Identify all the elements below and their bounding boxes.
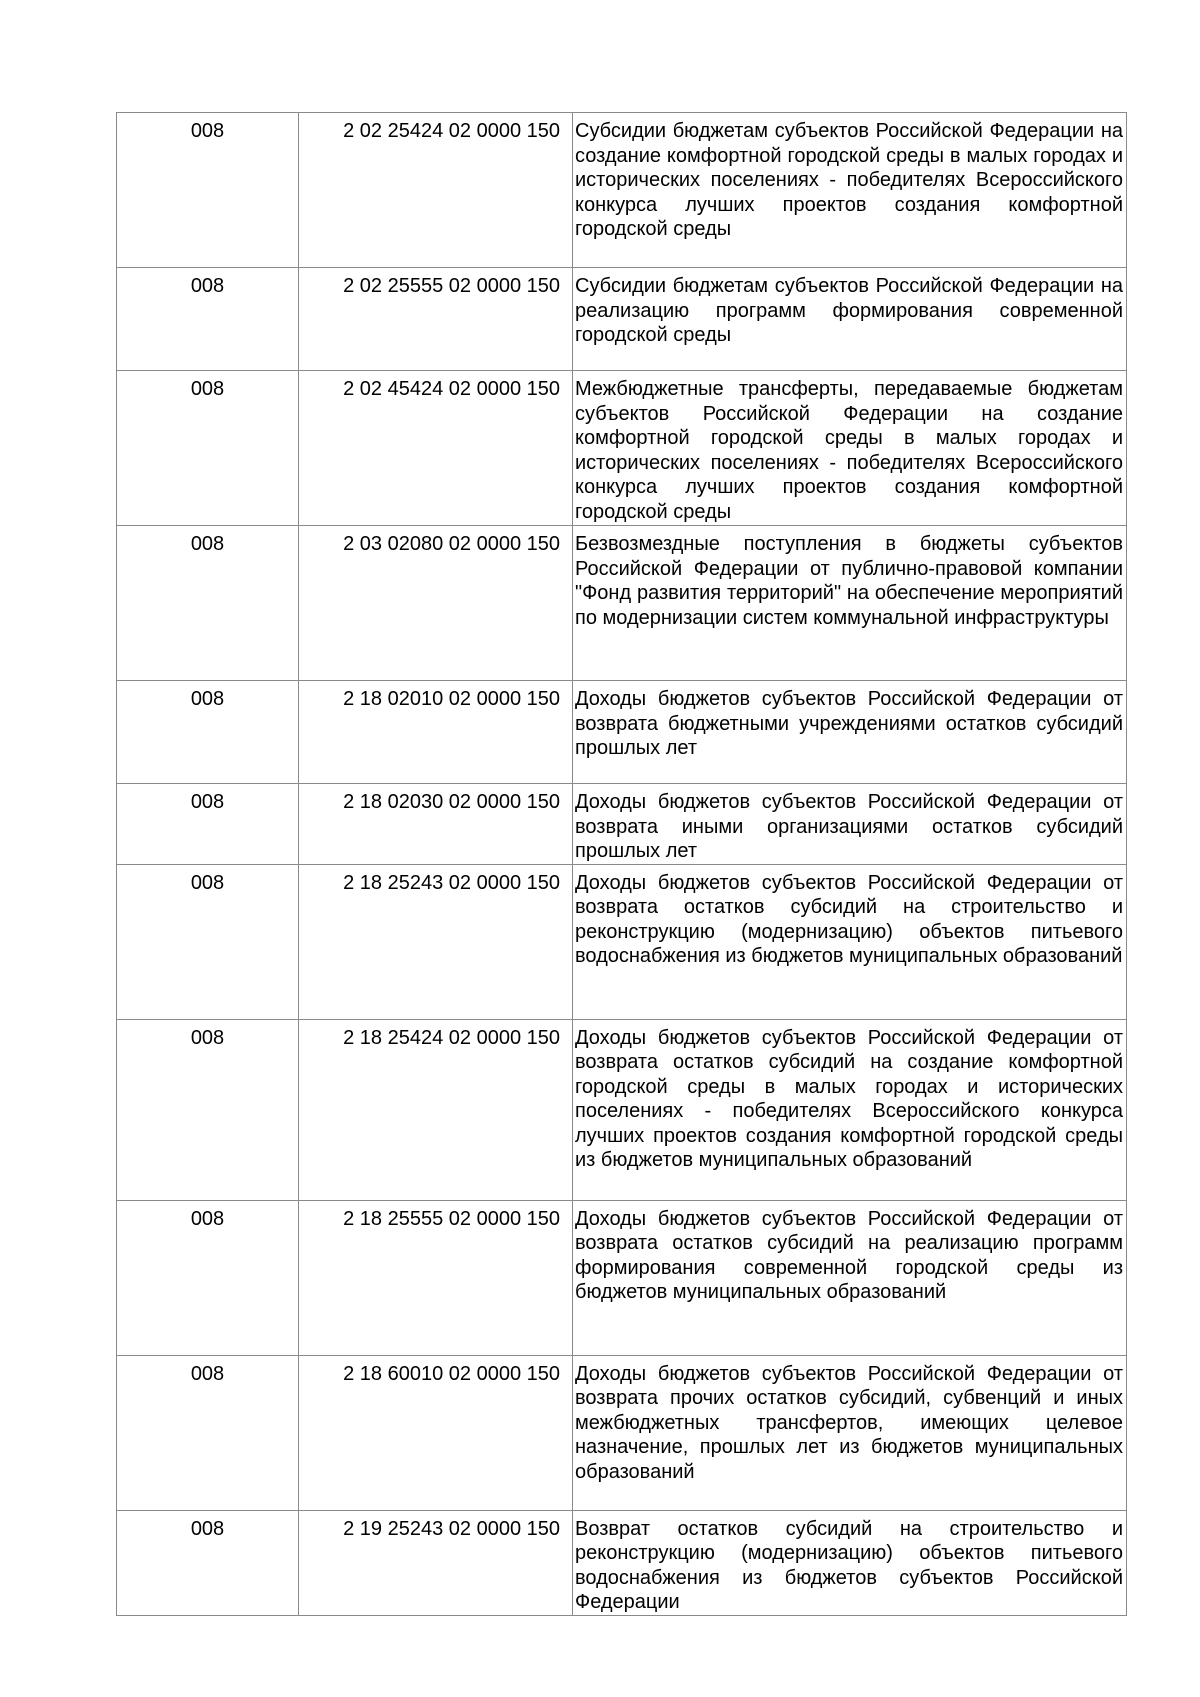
- description-cell: [573, 268, 1127, 371]
- table-row: [117, 1019, 1127, 1200]
- description-cell: [573, 864, 1127, 1019]
- description-cell: [573, 113, 1127, 268]
- table-row: [117, 864, 1127, 1019]
- budget-code-cell: [299, 371, 573, 526]
- income-description: Доходы бюджетов субъектов Российской Федерации от возврата остатков субсидий на строительство и реконструкцию (модернизацию) объектов питьевого водоснабжения из бюджетов муниципальных образований: [575, 871, 1123, 967]
- budget-code: 2 18 25424 02 0000 150: [343, 1026, 560, 1049]
- table-row: [117, 371, 1127, 526]
- admin-code: 008: [190, 871, 225, 894]
- table-row: [117, 268, 1127, 371]
- income-description: Доходы бюджетов субъектов Российской Федерации от возврата прочих остатков субсидий, субвенций и иных межбюджетных трансфертов, имеющих целевое назначение, прошлых лет из бюджетов муниципальных образований: [575, 1362, 1123, 1483]
- description-cell: [573, 1510, 1127, 1615]
- description-cell: [573, 1355, 1127, 1510]
- table-row: [117, 113, 1127, 268]
- income-description: Доходы бюджетов субъектов Российской Федерации от возврата бюджетными учреждениями остатков субсидий прошлых лет: [575, 688, 1123, 759]
- admin-code-cell: [117, 526, 299, 681]
- budget-code-cell: [299, 1510, 573, 1615]
- admin-code-cell: [117, 1510, 299, 1615]
- budget-code: 2 02 25555 02 0000 150: [343, 275, 560, 297]
- budget-code-cell: [299, 526, 573, 681]
- income-description: Межбюджетные трансферты, передаваемые бюджетам субъектов Российской Федерации на создание комфортной городской среды в малых городах и исторических поселениях - победителях Всероссийского конкурса лучших проектов создания комфортной городской среды: [575, 378, 1123, 523]
- income-description: Доходы бюджетов субъектов Российской Федерации от возврата остатков субсидий на реализацию программ формирования современной городской среды из бюджетов муниципальных образований: [575, 1207, 1123, 1303]
- admin-code-cell: [117, 864, 299, 1019]
- description-cell: [573, 526, 1127, 681]
- admin-code-cell: [117, 681, 299, 784]
- budget-code: 2 19 25243 02 0000 150: [343, 1517, 560, 1540]
- admin-code-cell: [117, 784, 299, 865]
- budget-code: 2 02 25424 02 0000 150: [343, 120, 560, 142]
- description-cell: [573, 681, 1127, 784]
- description-cell: [573, 371, 1127, 526]
- budget-code-cell: [299, 268, 573, 371]
- table-row: [117, 1355, 1127, 1510]
- budget-code: 2 18 02030 02 0000 150: [343, 791, 560, 813]
- budget-code-cell: [299, 864, 573, 1019]
- budget-code-cell: [299, 1019, 573, 1200]
- admin-code-cell: [117, 1019, 299, 1200]
- table-row: [117, 526, 1127, 681]
- table-row: [117, 681, 1127, 784]
- budget-code: 2 18 25555 02 0000 150: [343, 1207, 560, 1230]
- budget-code-cell: [299, 681, 573, 784]
- admin-code-cell: [117, 113, 299, 268]
- budget-code-cell: [299, 1200, 573, 1355]
- budget-code-cell: [299, 113, 573, 268]
- budget-code-cell: [299, 1355, 573, 1510]
- table-row: [117, 1200, 1127, 1355]
- admin-code-cell: [117, 1200, 299, 1355]
- admin-code: 008: [190, 378, 225, 400]
- admin-code: 008: [190, 1207, 225, 1230]
- budget-code-cell: [299, 784, 573, 865]
- description-cell: [573, 1019, 1127, 1200]
- income-description: Субсидии бюджетам субъектов Российской Федерации на создание комфортной городской среды в малых городах и исторических поселениях - победителях Всероссийского конкурса лучших проектов создания комфортной городской среды: [575, 120, 1123, 240]
- budget-code: 2 18 60010 02 0000 150: [343, 1362, 560, 1385]
- budget-code: 2 03 02080 02 0000 150: [343, 533, 560, 555]
- admin-code: 008: [190, 688, 225, 710]
- description-cell: [573, 1200, 1127, 1355]
- admin-code: 008: [190, 1026, 225, 1049]
- admin-code-cell: [117, 371, 299, 526]
- admin-code: 008: [190, 1517, 225, 1540]
- income-description: Доходы бюджетов субъектов Российской Федерации от возврата иными организациями остатков субсидий прошлых лет: [575, 791, 1123, 862]
- admin-code-cell: [117, 268, 299, 371]
- budget-code: 2 18 02010 02 0000 150: [343, 688, 560, 710]
- description-cell: [573, 784, 1127, 865]
- admin-code: 008: [190, 533, 225, 555]
- income-description: Доходы бюджетов субъектов Российской Федерации от возврата остатков субсидий на создание комфортной городской среды в малых городах и исторических поселениях - победителях Всероссийского конкурса лучших проектов создания комфортной городской среды из бюджетов муниципальных образований: [575, 1026, 1123, 1171]
- income-description: Безвозмездные поступления в бюджеты субъектов Российской Федерации от публично-правовой компании "Фонд развития территорий" на обеспечение мероприятий по модернизации систем коммунальной инфраструктуры: [575, 533, 1123, 629]
- admin-code-cell: [117, 1355, 299, 1510]
- budget-code: 2 02 45424 02 0000 150: [343, 378, 560, 400]
- admin-code: 008: [190, 791, 225, 813]
- admin-code: 008: [190, 1362, 225, 1385]
- admin-code: 008: [190, 275, 225, 297]
- revenue-codes-table: [116, 112, 1127, 1616]
- budget-code: 2 18 25243 02 0000 150: [343, 871, 560, 894]
- income-description: Возврат остатков субсидий на строительство и реконструкцию (модернизацию) объектов питьевого водоснабжения из бюджетов субъектов Российской Федерации: [575, 1517, 1123, 1613]
- admin-code: 008: [190, 120, 225, 142]
- table-row: [117, 1510, 1127, 1615]
- table-row: [117, 784, 1127, 865]
- income-description: Субсидии бюджетам субъектов Российской Федерации на реализацию программ формирования современной городской среды: [575, 275, 1123, 346]
